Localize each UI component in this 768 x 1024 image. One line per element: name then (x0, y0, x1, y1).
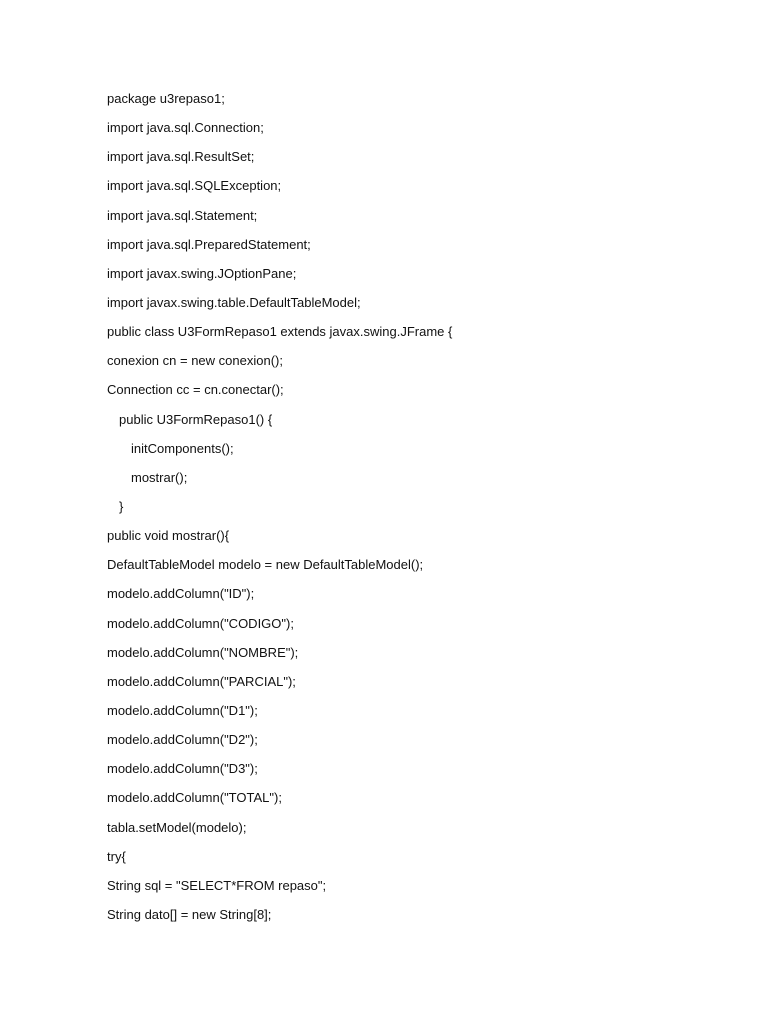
code-line-import-preparedstatement: import java.sql.PreparedStatement; (107, 236, 311, 252)
code-line-package: package u3repaso1; (107, 91, 225, 106)
code-line-initcomponents: initComponents(); (131, 440, 234, 456)
code-line-import-defaulttablemodel: import javax.swing.table.DefaultTableModel; (107, 294, 361, 310)
code-line-addcolumn-nombre: modelo.addColumn("NOMBRE"); (107, 644, 299, 660)
code-line-setmodel: tabla.setModel(modelo); (107, 819, 247, 835)
code-line-import-connection: import java.sql.Connection; (107, 120, 264, 136)
code-line-mostrar-method: public void mostrar(){ (107, 528, 230, 544)
code-line-import-statement: import java.sql.Statement; (107, 207, 258, 223)
code-line-connection: Connection cc = cn.conectar(); (107, 382, 284, 398)
code-line-import-joptionpane: import javax.swing.JOptionPane; (107, 265, 297, 281)
code-line-addcolumn-d3: modelo.addColumn("D3"); (107, 761, 258, 777)
code-line-import-sqlexception: import java.sql.SQLException; (107, 178, 282, 194)
code-line-addcolumn-d2: modelo.addColumn("D2"); (107, 732, 258, 748)
code-line-defaulttablemodel: DefaultTableModel modelo = new DefaultTableModel(); (107, 557, 424, 573)
code-line-class-declaration: public class U3FormRepaso1 extends javax.swing.JFrame { (107, 324, 453, 340)
code-line-addcolumn-parcial: modelo.addColumn("PARCIAL"); (107, 673, 296, 689)
code-line-conexion: conexion cn = new conexion(); (107, 353, 283, 369)
code-line-addcolumn-d1: modelo.addColumn("D1"); (107, 702, 258, 718)
code-line-addcolumn-total: modelo.addColumn("TOTAL"); (107, 790, 282, 806)
code-line-try: try{ (107, 848, 126, 864)
code-listing (107, 89, 727, 934)
code-line-constructor-close: } (119, 498, 124, 514)
code-line-sql-string: String sql = "SELECT*FROM repaso"; (107, 877, 327, 893)
code-line-mostrar-call: mostrar(); (131, 469, 188, 485)
code-line-import-resultset: import java.sql.ResultSet; (107, 149, 255, 165)
code-line-addcolumn-id: modelo.addColumn("ID"); (107, 586, 255, 602)
code-line-addcolumn-codigo: modelo.addColumn("CODIGO"); (107, 615, 294, 631)
code-line-dato-array: String dato[] = new String[8]; (107, 906, 272, 922)
code-line-constructor: public U3FormRepaso1() { (119, 411, 273, 427)
